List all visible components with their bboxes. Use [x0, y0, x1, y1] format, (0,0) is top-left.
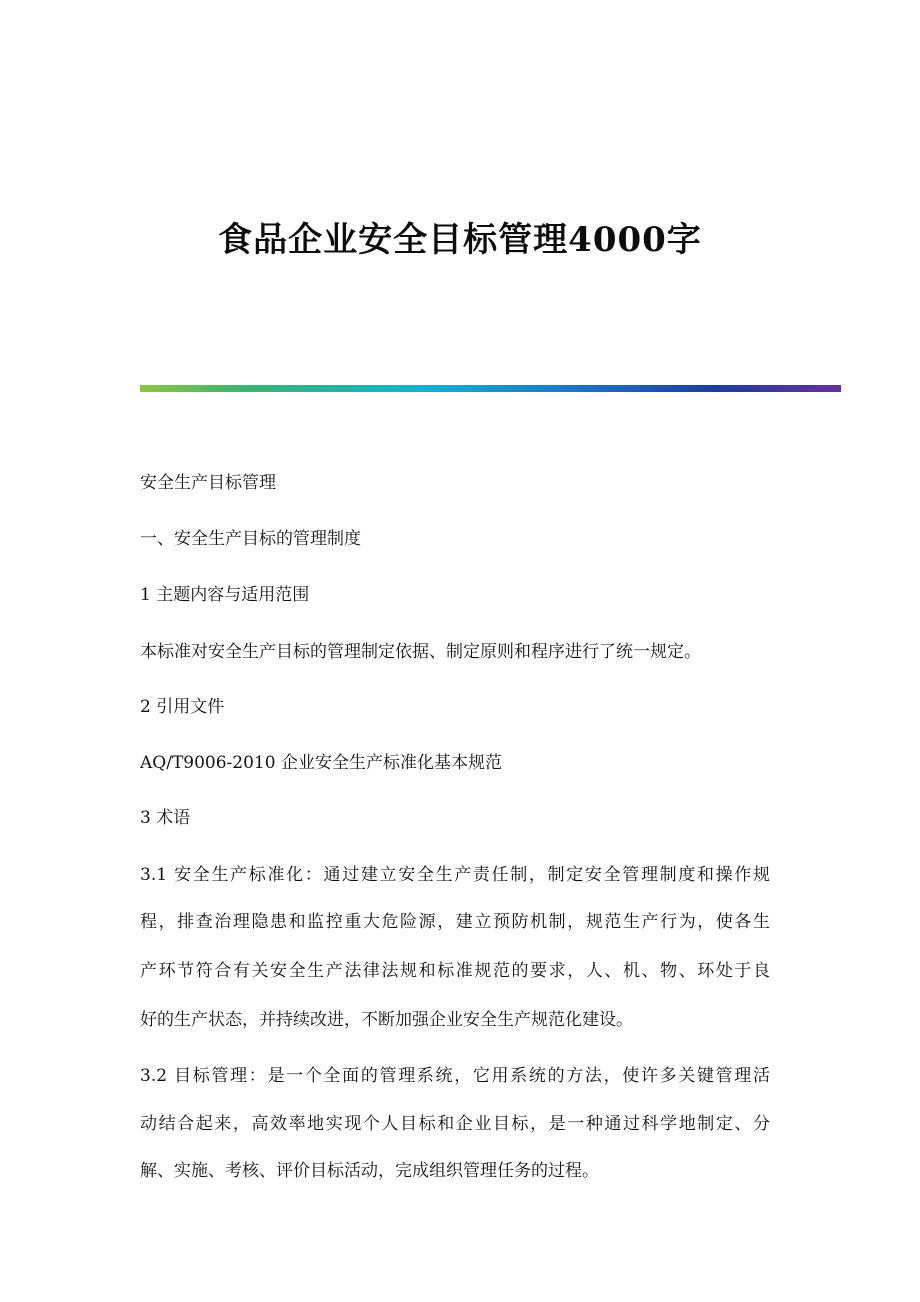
page-title: 食品企业安全目标管理4000字: [218, 220, 702, 260]
subsection-2: 2 引用文件: [140, 697, 225, 717]
subsection-3: 3 术语: [140, 808, 191, 828]
paragraph-3-1-line: 好的生产状态，并持续改进，不断加强企业安全生产规范化建设。: [140, 1010, 633, 1030]
reference-document: AQ/T9006-2010 企业安全生产标准化基本规范: [140, 753, 502, 773]
paragraph-3-2-line: 动结合起来，高效率地实现个人目标和企业目标，是一种通过科学地制定、分: [140, 1114, 770, 1134]
paragraph-3-1-line: 产环节符合有关安全生产法律法规和标准规范的要求，人、机、物、环处于良: [140, 961, 770, 981]
paragraph-3-1-line: 程，排查治理隐患和监控重大危险源，建立预防机制，规范生产行为，使各生: [140, 912, 770, 932]
paragraph-scope: 本标准对安全生产目标的管理制定依据、制定原则和程序进行了统一规定。: [140, 642, 701, 662]
paragraph-3-1-line: 3.1 安全生产标准化：通过建立安全生产责任制，制定安全管理制度和操作规: [140, 865, 770, 885]
subsection-1: 1 主题内容与适用范围: [140, 585, 310, 605]
paragraph-3-2-line: 3.2 目标管理：是一个全面的管理系统，它用系统的方法，使许多关键管理活: [140, 1066, 770, 1086]
paragraph-3-2-line: 解、实施、考核、评价目标活动，完成组织管理任务的过程。: [140, 1161, 599, 1181]
heading-safety-goal-management: 安全生产目标管理: [140, 473, 276, 493]
gradient-divider: [140, 385, 841, 392]
section-heading-1: 一、安全生产目标的管理制度: [140, 529, 361, 549]
